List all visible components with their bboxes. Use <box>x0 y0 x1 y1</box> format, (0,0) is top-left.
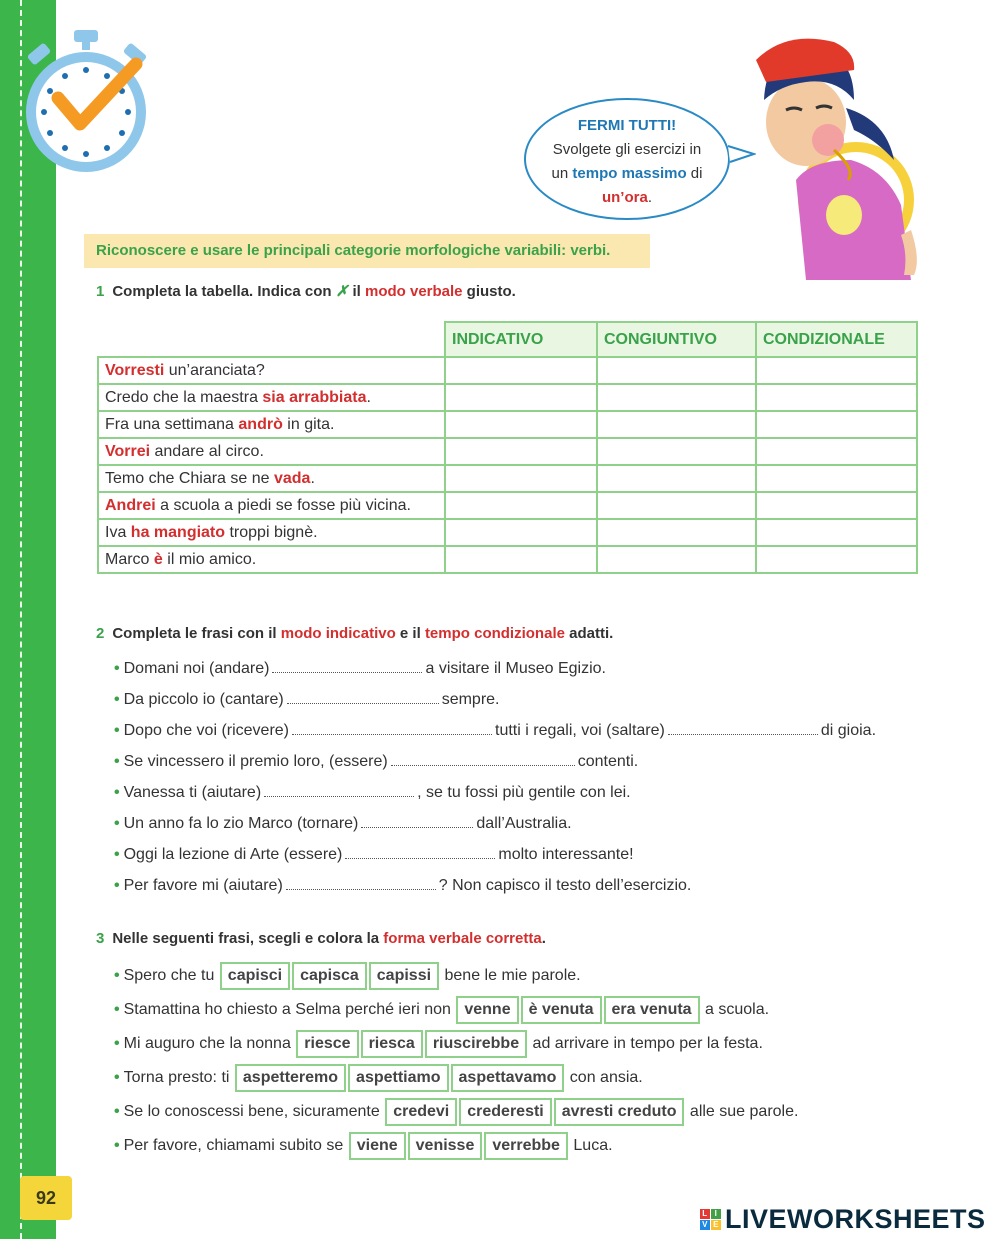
sentence-text: dall’Australia. <box>476 815 572 832</box>
brand-name: LIVEWORKSHEETS <box>725 1204 986 1234</box>
table-row <box>98 438 917 465</box>
answer-cell-indicativo[interactable] <box>445 519 597 546</box>
liveworksheets-logo-icon <box>700 1209 721 1230</box>
sentence-text: Domani noi (andare) <box>123 660 270 677</box>
bullet-icon: • <box>114 1137 120 1154</box>
header-indicativo: INDICATIVO <box>445 322 597 357</box>
sentence-text: Oggi la lezione di Arte (essere) <box>123 846 343 863</box>
answer-cell-condizionale[interactable] <box>756 438 917 465</box>
answer-cell-indicativo[interactable] <box>445 492 597 519</box>
verb-highlight: Vorresti <box>105 361 165 379</box>
bullet-icon: • <box>114 1035 120 1052</box>
bullet-icon: • <box>114 1103 120 1120</box>
verb-option-button[interactable]: avresti creduto <box>554 1098 685 1126</box>
verb-option-button[interactable]: riesce <box>296 1030 358 1058</box>
sentence-text: Per favore mi (aiutare) <box>123 877 283 894</box>
bullet-icon: • <box>114 660 120 677</box>
sentence-text: Se lo conoscessi bene, sicuramente <box>123 1103 380 1120</box>
table-row <box>98 384 917 411</box>
sentence-text: a scuola. <box>705 1001 770 1018</box>
logo-letter: L <box>700 1209 710 1219</box>
bubble-line-2: Svolgete gli esercizi in <box>552 141 702 158</box>
answer-blank[interactable] <box>668 722 818 735</box>
verb-option-button[interactable]: verrebbe <box>484 1132 568 1160</box>
answer-blank[interactable] <box>286 877 436 890</box>
sentence-text: con ansia. <box>569 1069 643 1086</box>
choice-sentence <box>114 1132 613 1160</box>
table-row <box>98 546 917 573</box>
bubble-line-4: un’ora. <box>601 189 652 206</box>
bullet-icon: • <box>114 877 120 894</box>
verb-option-button[interactable]: crederesti <box>459 1098 552 1126</box>
choice-sentence <box>114 962 581 990</box>
fill-sentence <box>114 753 638 771</box>
verb-option-button[interactable]: venisse <box>408 1132 483 1160</box>
verb-option-button[interactable]: viene <box>349 1132 406 1160</box>
sidebar-dashed-line <box>20 0 22 1239</box>
table-corner <box>98 322 445 357</box>
sentence-cell <box>98 465 445 492</box>
answer-cell-indicativo[interactable] <box>445 546 597 573</box>
exercise1-title: 1 Completa la tabella. Indica con ✗ il modo verbale giusto. <box>96 283 516 300</box>
answer-cell-congiuntivo[interactable] <box>597 546 756 573</box>
sentence-text: a scuola a piedi se fosse più vicina. <box>155 496 411 514</box>
sentence-text: Se vincessero il premio loro, (essere) <box>123 753 388 770</box>
page-number: 92 <box>20 1176 72 1220</box>
sentence-text: molto interessante! <box>498 846 634 863</box>
answer-cell-condizionale[interactable] <box>756 411 917 438</box>
sentence-text: Mi auguro che la nonna <box>123 1035 291 1052</box>
fill-sentence <box>114 691 499 709</box>
verb-option-button[interactable]: venne <box>456 996 518 1024</box>
header-congiuntivo: CONGIUNTIVO <box>597 322 756 357</box>
verb-option-button[interactable]: aspettiamo <box>348 1064 448 1092</box>
sentence-cell <box>98 492 445 519</box>
answer-cell-congiuntivo[interactable] <box>597 519 756 546</box>
answer-cell-condizionale[interactable] <box>756 384 917 411</box>
sentence-text: il mio amico. <box>162 550 257 568</box>
verb-option-button[interactable]: è venuta <box>521 996 602 1024</box>
answer-blank[interactable] <box>287 691 439 704</box>
sentence-text: contenti. <box>577 753 639 770</box>
answer-cell-condizionale[interactable] <box>756 546 917 573</box>
logo-letter: E <box>711 1220 721 1230</box>
sentence-text: troppi bignè. <box>225 523 318 541</box>
answer-cell-indicativo[interactable] <box>445 384 597 411</box>
bullet-icon: • <box>114 1001 120 1018</box>
verb-highlight: è <box>153 550 163 568</box>
bubble-line-1: FERMI TUTTI! <box>577 117 677 134</box>
verb-option-button[interactable]: capisca <box>292 962 367 990</box>
sentence-text: Dopo che voi (ricevere) <box>123 722 290 739</box>
fill-sentence <box>114 877 691 895</box>
answer-blank[interactable] <box>272 660 422 673</box>
answer-cell-congiuntivo[interactable] <box>597 492 756 519</box>
answer-cell-condizionale[interactable] <box>756 519 917 546</box>
sentence-text: un’aranciata? <box>164 361 265 379</box>
logo-letter: V <box>700 1220 710 1230</box>
sentence-text: Per favore, chiamami subito se <box>123 1137 344 1154</box>
sentence-cell <box>98 357 445 384</box>
answer-cell-congiuntivo[interactable] <box>597 411 756 438</box>
bullet-icon: • <box>114 691 120 708</box>
table-row <box>98 465 917 492</box>
sentence-text: andare al circo. <box>150 442 264 460</box>
sentence-text: a visitare il Museo Egizio. <box>425 660 606 677</box>
verb-option-button[interactable]: capisci <box>220 962 290 990</box>
choice-sentence <box>114 1064 643 1092</box>
verb-option-button[interactable]: capissi <box>369 962 439 990</box>
answer-cell-condizionale[interactable] <box>756 465 917 492</box>
bullet-icon: • <box>114 846 120 863</box>
exercise2-title: 2 Completa le frasi con il modo indicativo e il tempo condizionale adatti. <box>96 625 614 642</box>
girl-illustration <box>736 30 926 290</box>
table-row <box>98 492 917 519</box>
sentence-text: ? Non capisco il testo dell’esercizio. <box>438 877 692 894</box>
sentence-text: Stamattina ho chiesto a Selma perché ieri non <box>123 1001 451 1018</box>
verb-option-button[interactable]: era venuta <box>604 996 700 1024</box>
logo-letter: I <box>711 1209 721 1219</box>
answer-cell-indicativo[interactable] <box>445 357 597 384</box>
sentence-text: Fra una settimana <box>105 415 239 433</box>
sentence-text: Iva <box>105 523 131 541</box>
sentence-text: Credo che la maestra <box>105 388 263 406</box>
sentence-cell <box>98 438 445 465</box>
answer-blank[interactable] <box>345 846 495 859</box>
sentence-text: Luca. <box>573 1137 613 1154</box>
verb-option-button[interactable]: riesca <box>361 1030 423 1058</box>
sentence-text: Un anno fa lo zio Marco (tornare) <box>123 815 359 832</box>
fill-sentence <box>114 722 876 740</box>
answer-blank[interactable] <box>391 753 575 766</box>
stopwatch-check-icon <box>18 28 158 178</box>
verb-option-button[interactable]: credevi <box>385 1098 457 1126</box>
sentence-text: Torna presto: ti <box>123 1069 230 1086</box>
sentence-text: alle sue parole. <box>689 1103 799 1120</box>
verb-highlight: vada <box>273 469 311 487</box>
bullet-icon: • <box>114 815 120 832</box>
sentence-text: Da piccolo io (cantare) <box>123 691 284 708</box>
learning-objective: Riconoscere e usare le principali categorie morfologiche variabili: verbi. <box>84 234 650 268</box>
liveworksheets-brand <box>700 1204 986 1235</box>
sentence-text: di gioia. <box>820 722 877 739</box>
choice-sentence <box>114 996 769 1024</box>
answer-cell-congiuntivo[interactable] <box>597 384 756 411</box>
bullet-icon: • <box>114 784 120 801</box>
sentence-text: ad arrivare in tempo per la festa. <box>532 1035 763 1052</box>
sentence-text: . <box>366 388 371 406</box>
fill-sentence <box>114 815 572 833</box>
sentence-cell <box>98 411 445 438</box>
answer-cell-indicativo[interactable] <box>445 411 597 438</box>
bullet-icon: • <box>114 722 120 739</box>
choice-sentence <box>114 1098 798 1126</box>
answer-cell-indicativo[interactable] <box>445 465 597 492</box>
verb-option-button[interactable]: aspettavamo <box>451 1064 565 1092</box>
sentence-text: Temo che Chiara se ne <box>105 469 274 487</box>
answer-blank[interactable] <box>292 722 492 735</box>
speech-bubble <box>524 98 730 220</box>
sentence-text: Vanessa ti (aiutare) <box>123 784 262 801</box>
answer-cell-congiuntivo[interactable] <box>597 465 756 492</box>
verb-highlight: sia arrabbiata <box>262 388 367 406</box>
answer-cell-condizionale[interactable] <box>756 357 917 384</box>
sentence-cell <box>98 519 445 546</box>
answer-blank[interactable] <box>361 815 473 828</box>
bullet-icon: • <box>114 753 120 770</box>
table-row <box>98 411 917 438</box>
bullet-icon: • <box>114 967 120 984</box>
answer-cell-indicativo[interactable] <box>445 438 597 465</box>
fill-sentence <box>114 846 634 864</box>
verb-highlight: ha mangiato <box>130 523 226 541</box>
fill-sentence <box>114 784 631 802</box>
verb-option-button[interactable]: riuscirebbe <box>425 1030 527 1058</box>
left-green-sidebar <box>0 0 56 1239</box>
sentence-text: . <box>310 469 315 487</box>
table-row <box>98 519 917 546</box>
bubble-line-3: un tempo massimo di <box>551 165 703 182</box>
answer-blank[interactable] <box>264 784 414 797</box>
sentence-cell <box>98 384 445 411</box>
exercise3-title: 3 Nelle seguenti frasi, scegli e colora la forma verbale corretta. <box>96 930 546 947</box>
answer-cell-congiuntivo[interactable] <box>597 438 756 465</box>
sentence-text: sempre. <box>441 691 500 708</box>
fill-sentence <box>114 660 606 678</box>
header-condizionale: CONDIZIONALE <box>756 322 917 357</box>
verb-option-button[interactable]: aspetteremo <box>235 1064 346 1092</box>
sentence-text: Marco <box>105 550 154 568</box>
verb-highlight: Andrei <box>105 496 156 514</box>
answer-cell-congiuntivo[interactable] <box>597 357 756 384</box>
sentence-text: , se tu fossi più gentile con lei. <box>417 784 631 801</box>
answer-cell-condizionale[interactable] <box>756 492 917 519</box>
sentence-text: tutti i regali, voi (saltare) <box>495 722 665 739</box>
sentence-text: Spero che tu <box>123 967 215 984</box>
sentence-text: bene le mie parole. <box>444 967 581 984</box>
sentence-cell <box>98 546 445 573</box>
verb-highlight: andrò <box>238 415 283 433</box>
choice-sentence <box>114 1030 763 1058</box>
verb-mode-table <box>97 321 918 574</box>
verb-highlight: Vorrei <box>105 442 151 460</box>
sentence-text: in gita. <box>282 415 335 433</box>
bullet-icon: • <box>114 1069 120 1086</box>
table-row <box>98 357 917 384</box>
